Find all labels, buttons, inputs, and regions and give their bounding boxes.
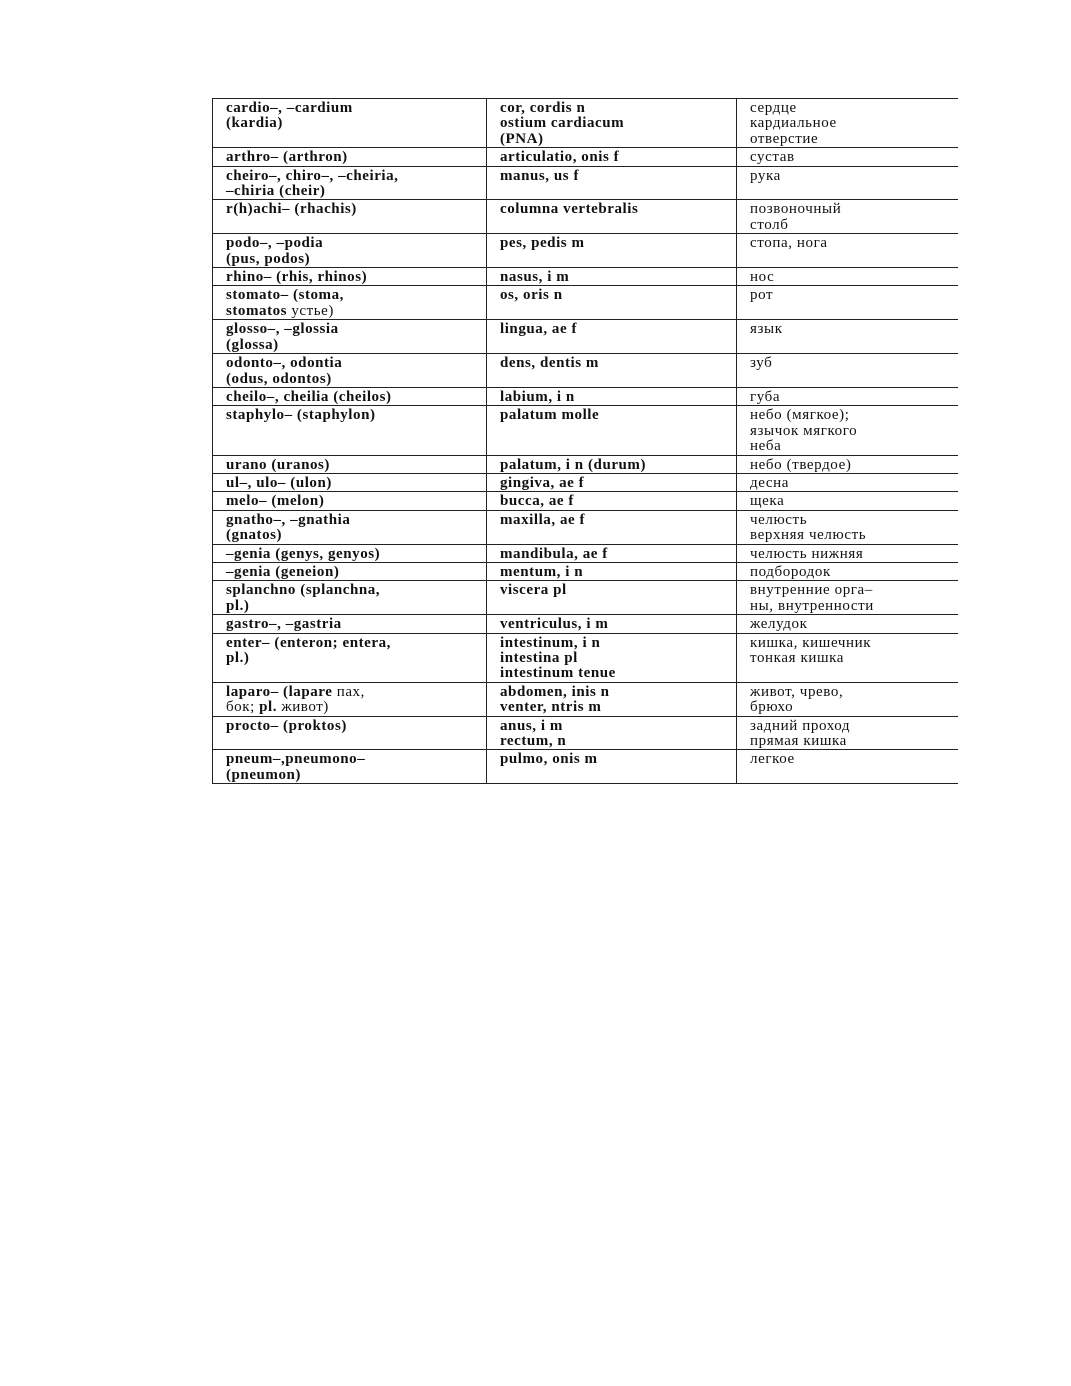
cell-line: зуб xyxy=(750,355,773,372)
cell-line: небо (твердое) xyxy=(750,456,852,473)
greek-prefix-cell xyxy=(213,166,487,200)
table-row xyxy=(213,492,959,510)
table-row xyxy=(213,387,959,405)
cell-line: челюсть xyxy=(750,511,808,528)
greek-prefix-cell xyxy=(213,234,487,268)
cell-line: сустав xyxy=(750,149,795,166)
cell-line: (odus, odontos) xyxy=(226,370,332,387)
cell-line: небо (мягкое); xyxy=(750,407,850,424)
greek-prefix-cell xyxy=(213,581,487,615)
russian-term-cell xyxy=(737,148,959,166)
table-row xyxy=(213,716,959,750)
cell-line: intestinum tenue xyxy=(500,665,616,682)
greek-prefix-cell xyxy=(213,716,487,750)
latin-term-cell xyxy=(487,387,737,405)
cell-line: стопа, нога xyxy=(750,235,828,252)
cell-line: подбородок xyxy=(750,563,831,580)
russian-term-cell xyxy=(737,544,959,562)
cell-line: r(h)achi– (rhachis) xyxy=(226,201,357,218)
cell-line: сердце xyxy=(750,100,797,116)
cell-line: столб xyxy=(750,216,789,233)
greek-prefix-cell xyxy=(213,286,487,320)
latin-term-cell xyxy=(487,562,737,580)
cell-line: odonto–, odontia xyxy=(226,355,343,372)
latin-term-cell xyxy=(487,544,737,562)
russian-term-cell xyxy=(737,406,959,455)
greek-prefix-cell xyxy=(213,455,487,473)
russian-term-cell xyxy=(737,268,959,286)
russian-term-cell xyxy=(737,286,959,320)
latin-term-cell xyxy=(487,473,737,491)
latin-term-cell xyxy=(487,615,737,633)
russian-term-cell xyxy=(737,200,959,234)
latin-term-cell xyxy=(487,354,737,388)
latin-term-cell xyxy=(487,406,737,455)
russian-term-cell xyxy=(737,581,959,615)
cell-line: рука xyxy=(750,167,781,184)
cell-line: (glossa) xyxy=(226,336,279,353)
cell-line: intestinum, i n xyxy=(500,634,601,651)
russian-term-cell xyxy=(737,492,959,510)
cell-line: palatum, i n (durum) xyxy=(500,456,647,473)
cell-line: abdomen, inis n xyxy=(500,683,610,700)
cell-line: gingiva, ae f xyxy=(500,474,585,491)
table-row xyxy=(213,200,959,234)
greek-prefix-cell xyxy=(213,268,487,286)
latin-term-cell xyxy=(487,200,737,234)
russian-term-cell xyxy=(737,562,959,580)
greek-prefix-cell xyxy=(213,682,487,716)
latin-term-cell xyxy=(487,750,737,784)
russian-term-cell xyxy=(737,166,959,200)
table-row xyxy=(213,166,959,200)
cell-line: cardio–, –cardium xyxy=(226,100,353,116)
cell-line: dens, dentis m xyxy=(500,355,599,372)
russian-term-cell xyxy=(737,473,959,491)
cell-line: брюхо xyxy=(750,699,794,716)
cell-line: manus, us f xyxy=(500,167,579,184)
cell-line: (PNA) xyxy=(500,130,544,147)
cell-line: ventriculus, i m xyxy=(500,616,609,633)
cell-line: прямая кишка xyxy=(750,733,847,750)
cell-line: os, oris n xyxy=(500,287,563,304)
latin-term-cell xyxy=(487,455,737,473)
cell-line: laparo– (lapare пах, xyxy=(226,683,365,700)
cell-line: cor, cordis n xyxy=(500,100,586,116)
cell-line: (gnatos) xyxy=(226,527,283,544)
table-row xyxy=(213,750,959,784)
cell-line: gastro–, –gastria xyxy=(226,616,342,633)
cell-line: тонкая кишка xyxy=(750,650,845,666)
cell-line: pes, pedis m xyxy=(500,235,585,252)
russian-term-cell xyxy=(737,99,959,148)
cell-line: десна xyxy=(750,474,790,491)
table-row xyxy=(213,234,959,268)
latin-term-cell xyxy=(487,716,737,750)
russian-term-cell xyxy=(737,234,959,268)
greek-prefix-cell xyxy=(213,633,487,682)
latin-term-cell xyxy=(487,581,737,615)
cell-line: stomato– (stoma, xyxy=(226,287,344,304)
cell-line: губа xyxy=(750,388,781,405)
table-row xyxy=(213,268,959,286)
latin-term-cell xyxy=(487,320,737,354)
table-row xyxy=(213,544,959,562)
latin-term-cell xyxy=(487,268,737,286)
cell-line: intestina pl xyxy=(500,650,578,666)
latin-term-cell xyxy=(487,633,737,682)
greek-prefix-cell xyxy=(213,99,487,148)
russian-term-cell xyxy=(737,750,959,784)
cell-line: (pus, podos) xyxy=(226,250,311,267)
greek-prefix-cell xyxy=(213,354,487,388)
cell-line: anus, i m xyxy=(500,717,563,734)
latin-term-cell xyxy=(487,166,737,200)
latin-term-cell xyxy=(487,234,737,268)
cell-line: articulatio, onis f xyxy=(500,149,620,166)
greek-prefix-cell xyxy=(213,562,487,580)
latin-term-cell xyxy=(487,492,737,510)
cell-line: columna vertebralis xyxy=(500,201,639,218)
cell-line: желудок xyxy=(750,616,808,633)
terminology-table xyxy=(212,98,958,784)
table-row xyxy=(213,320,959,354)
greek-prefix-cell xyxy=(213,544,487,562)
cell-line: maxilla, ae f xyxy=(500,511,586,528)
cell-line: (kardia) xyxy=(226,115,283,132)
cell-line: задний проход xyxy=(750,717,851,734)
greek-prefix-cell xyxy=(213,320,487,354)
cell-line: неба xyxy=(750,438,782,455)
cell-line: glosso–, –glossia xyxy=(226,321,339,338)
cell-line: рот xyxy=(750,287,774,304)
cell-line: живот, чрево, xyxy=(750,683,844,700)
cell-line: нос xyxy=(750,269,775,286)
cell-line: pl.) xyxy=(226,650,250,666)
cell-line: stomatos устье) xyxy=(226,302,334,319)
table-row xyxy=(213,633,959,682)
cell-line: arthro– (arthron) xyxy=(226,149,348,166)
latin-term-cell xyxy=(487,148,737,166)
cell-line: щека xyxy=(750,493,785,510)
russian-term-cell xyxy=(737,682,959,716)
greek-prefix-cell xyxy=(213,750,487,784)
table-row xyxy=(213,581,959,615)
cell-line: gnatho–, –gnathia xyxy=(226,511,351,528)
russian-term-cell xyxy=(737,633,959,682)
table-row xyxy=(213,615,959,633)
cell-line: pneum–,pneumono– xyxy=(226,751,366,768)
cell-line: легкое xyxy=(750,751,795,768)
cell-line: pulmo, onis m xyxy=(500,751,598,768)
cell-line: внутренние орга– xyxy=(750,582,873,599)
cell-line: splanchno (splanchna, xyxy=(226,582,381,599)
greek-prefix-cell xyxy=(213,387,487,405)
table-row xyxy=(213,562,959,580)
latin-term-cell xyxy=(487,99,737,148)
cell-line: enter– (enteron; entera, xyxy=(226,634,391,651)
cell-line: ны, внутренности xyxy=(750,597,874,614)
greek-prefix-cell xyxy=(213,406,487,455)
cell-line: urano (uranos) xyxy=(226,456,330,473)
cell-line: челюсть нижняя xyxy=(750,545,864,562)
greek-prefix-cell xyxy=(213,148,487,166)
table-row xyxy=(213,354,959,388)
cell-line: nasus, i m xyxy=(500,269,570,286)
cell-line: –genia (genys, genyos) xyxy=(226,545,381,562)
table-row xyxy=(213,510,959,544)
cell-line: rhino– (rhis, rhinos) xyxy=(226,269,368,286)
cell-line: отверстие xyxy=(750,130,819,147)
cell-line: mandibula, ae f xyxy=(500,545,608,562)
cell-line: –genia (geneion) xyxy=(226,563,340,580)
greek-prefix-cell xyxy=(213,492,487,510)
cell-line: язык xyxy=(750,321,783,338)
russian-term-cell xyxy=(737,387,959,405)
russian-term-cell xyxy=(737,320,959,354)
cell-line: podo–, –podia xyxy=(226,235,324,252)
cell-line: позвоночный xyxy=(750,201,842,218)
cell-line: labium, i n xyxy=(500,388,575,405)
table-row xyxy=(213,286,959,320)
cell-line: venter, ntris m xyxy=(500,699,602,716)
cell-line: ostium cardiacum xyxy=(500,115,625,132)
russian-term-cell xyxy=(737,354,959,388)
cell-line: staphylo– (staphylon) xyxy=(226,407,376,424)
table-row xyxy=(213,406,959,455)
cell-line: cheiro–, chiro–, –cheiria, xyxy=(226,167,399,184)
russian-term-cell xyxy=(737,455,959,473)
cell-line: palatum molle xyxy=(500,407,600,424)
cell-line: lingua, ae f xyxy=(500,321,578,338)
cell-line: bucca, ae f xyxy=(500,493,574,510)
greek-prefix-cell xyxy=(213,510,487,544)
cell-line: бок; pl. живот) xyxy=(226,699,329,716)
cell-line: melo– (melon) xyxy=(226,493,325,510)
cell-line: –chiria (cheir) xyxy=(226,183,326,200)
russian-term-cell xyxy=(737,716,959,750)
table-row xyxy=(213,455,959,473)
table-row xyxy=(213,99,959,148)
cell-line: viscera pl xyxy=(500,582,567,599)
table-row xyxy=(213,148,959,166)
latin-term-cell xyxy=(487,510,737,544)
cell-line: ul–, ulo– (ulon) xyxy=(226,474,332,491)
russian-term-cell xyxy=(737,510,959,544)
russian-term-cell xyxy=(737,615,959,633)
cell-line: mentum, i n xyxy=(500,563,584,580)
table-row xyxy=(213,473,959,491)
cell-line: верхняя челюсть xyxy=(750,527,867,544)
table-row xyxy=(213,682,959,716)
cell-line: pl.) xyxy=(226,597,250,614)
latin-term-cell xyxy=(487,682,737,716)
latin-term-cell xyxy=(487,286,737,320)
cell-line: кардиальное xyxy=(750,115,837,132)
cell-line: язычок мягкого xyxy=(750,422,858,439)
greek-prefix-cell xyxy=(213,615,487,633)
terminology-table-body xyxy=(213,99,959,784)
cell-line: кишка, кишечник xyxy=(750,634,872,651)
cell-line: (pneumon) xyxy=(226,766,301,783)
cell-line: rectum, n xyxy=(500,733,567,750)
greek-prefix-cell xyxy=(213,200,487,234)
cell-line: cheilo–, cheilia (cheilos) xyxy=(226,388,392,405)
greek-prefix-cell xyxy=(213,473,487,491)
cell-line: procto– (proktos) xyxy=(226,717,347,734)
